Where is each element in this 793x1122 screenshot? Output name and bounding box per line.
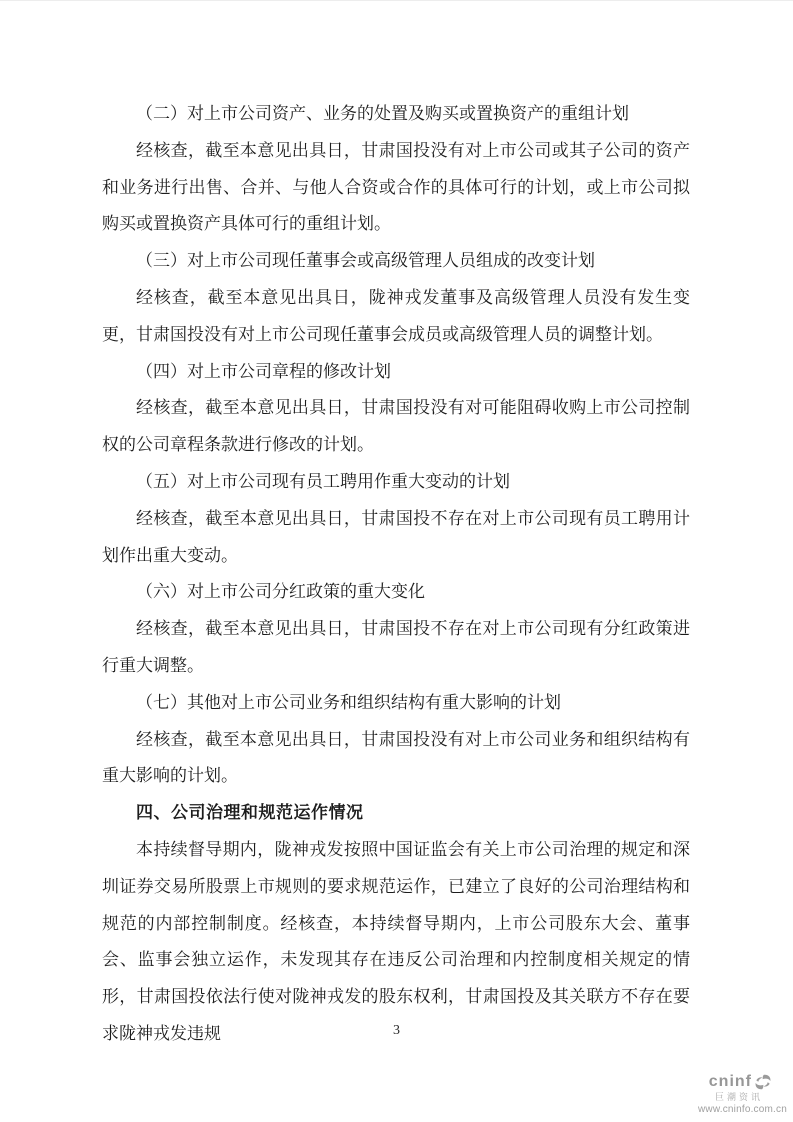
section-subheading-3: （三）对上市公司现任董事会或高级管理人员组成的改变计划 bbox=[136, 251, 595, 271]
cninfo-logo bbox=[698, 1073, 787, 1115]
cninfo-wordmark: cninf bbox=[708, 1072, 752, 1090]
body-paragraph: 经核查，截至本意见出具日，陇神戎发董事及高级管理人员没有发生变更，甘肃国投没有对上市公司现任董事会成员或高级管理人员的调整计划。 bbox=[102, 287, 690, 344]
body-paragraph: 本持续督导期内，陇神戎发按照中国证监会有关上市公司治理的规定和深圳证券交易所股票上市规则的要求规范运作，已建立了良好的公司治理结构和规范的内部控制制度。经核查，本持续督导期内，上市公司股东大会、董事会、监事会独立运作，未发现其存在违反公司治理和内控制度相关规定的情形，甘肃国投依法行使对陇神戎发的股东权利，甘肃国投及其关联方不存在要求陇神戎发违规 bbox=[102, 839, 690, 1043]
cninfo-website: www.cninfo.com.cn bbox=[698, 1103, 787, 1115]
section-subheading-4: （四）对上市公司章程的修改计划 bbox=[136, 361, 391, 381]
document-body bbox=[102, 96, 690, 1053]
body-paragraph: 经核查，截至本意见出具日，甘肃国投没有对上市公司或其子公司的资产和业务进行出售、合并、与他人合资或合作的具体可行的计划，或上市公司拟购买或置换资产具体可行的重组计划。 bbox=[102, 140, 690, 234]
body-paragraph: 经核查，截至本意见出具日，甘肃国投不存在对上市公司现有员工聘用计划作出重大变动。 bbox=[102, 508, 690, 565]
body-paragraph: 经核查，截至本意见出具日，甘肃国投不存在对上市公司现有分红政策进行重大调整。 bbox=[102, 619, 690, 675]
page-number: 3 bbox=[393, 1023, 400, 1038]
body-paragraph: 经核查，截至本意见出具日，甘肃国投没有对上市公司业务和组织结构有重大影响的计划。 bbox=[102, 729, 690, 786]
cninfo-wordmark-row bbox=[698, 1073, 787, 1091]
section-subheading-6: （六）对上市公司分红政策的重大变化 bbox=[136, 582, 425, 602]
cninfo-chinese-name: 巨潮资讯 bbox=[714, 1092, 763, 1103]
section-subheading-7: （七）其他对上市公司业务和组织结构有重大影响的计划 bbox=[136, 692, 561, 712]
section-subheading-5: （五）对上市公司现有员工聘用作重大变动的计划 bbox=[136, 471, 510, 491]
section-heading-4: 四、公司治理和规范运作情况 bbox=[136, 803, 364, 823]
cninfo-swirl-icon bbox=[753, 1073, 773, 1091]
body-paragraph: 经核查，截至本意见出具日，甘肃国投没有对可能阻碍收购上市公司控制权的公司章程条款进行修改的计划。 bbox=[102, 398, 690, 455]
section-subheading-2: （二）对上市公司资产、业务的处置及购买或置换资产的重组计划 bbox=[136, 104, 629, 123]
